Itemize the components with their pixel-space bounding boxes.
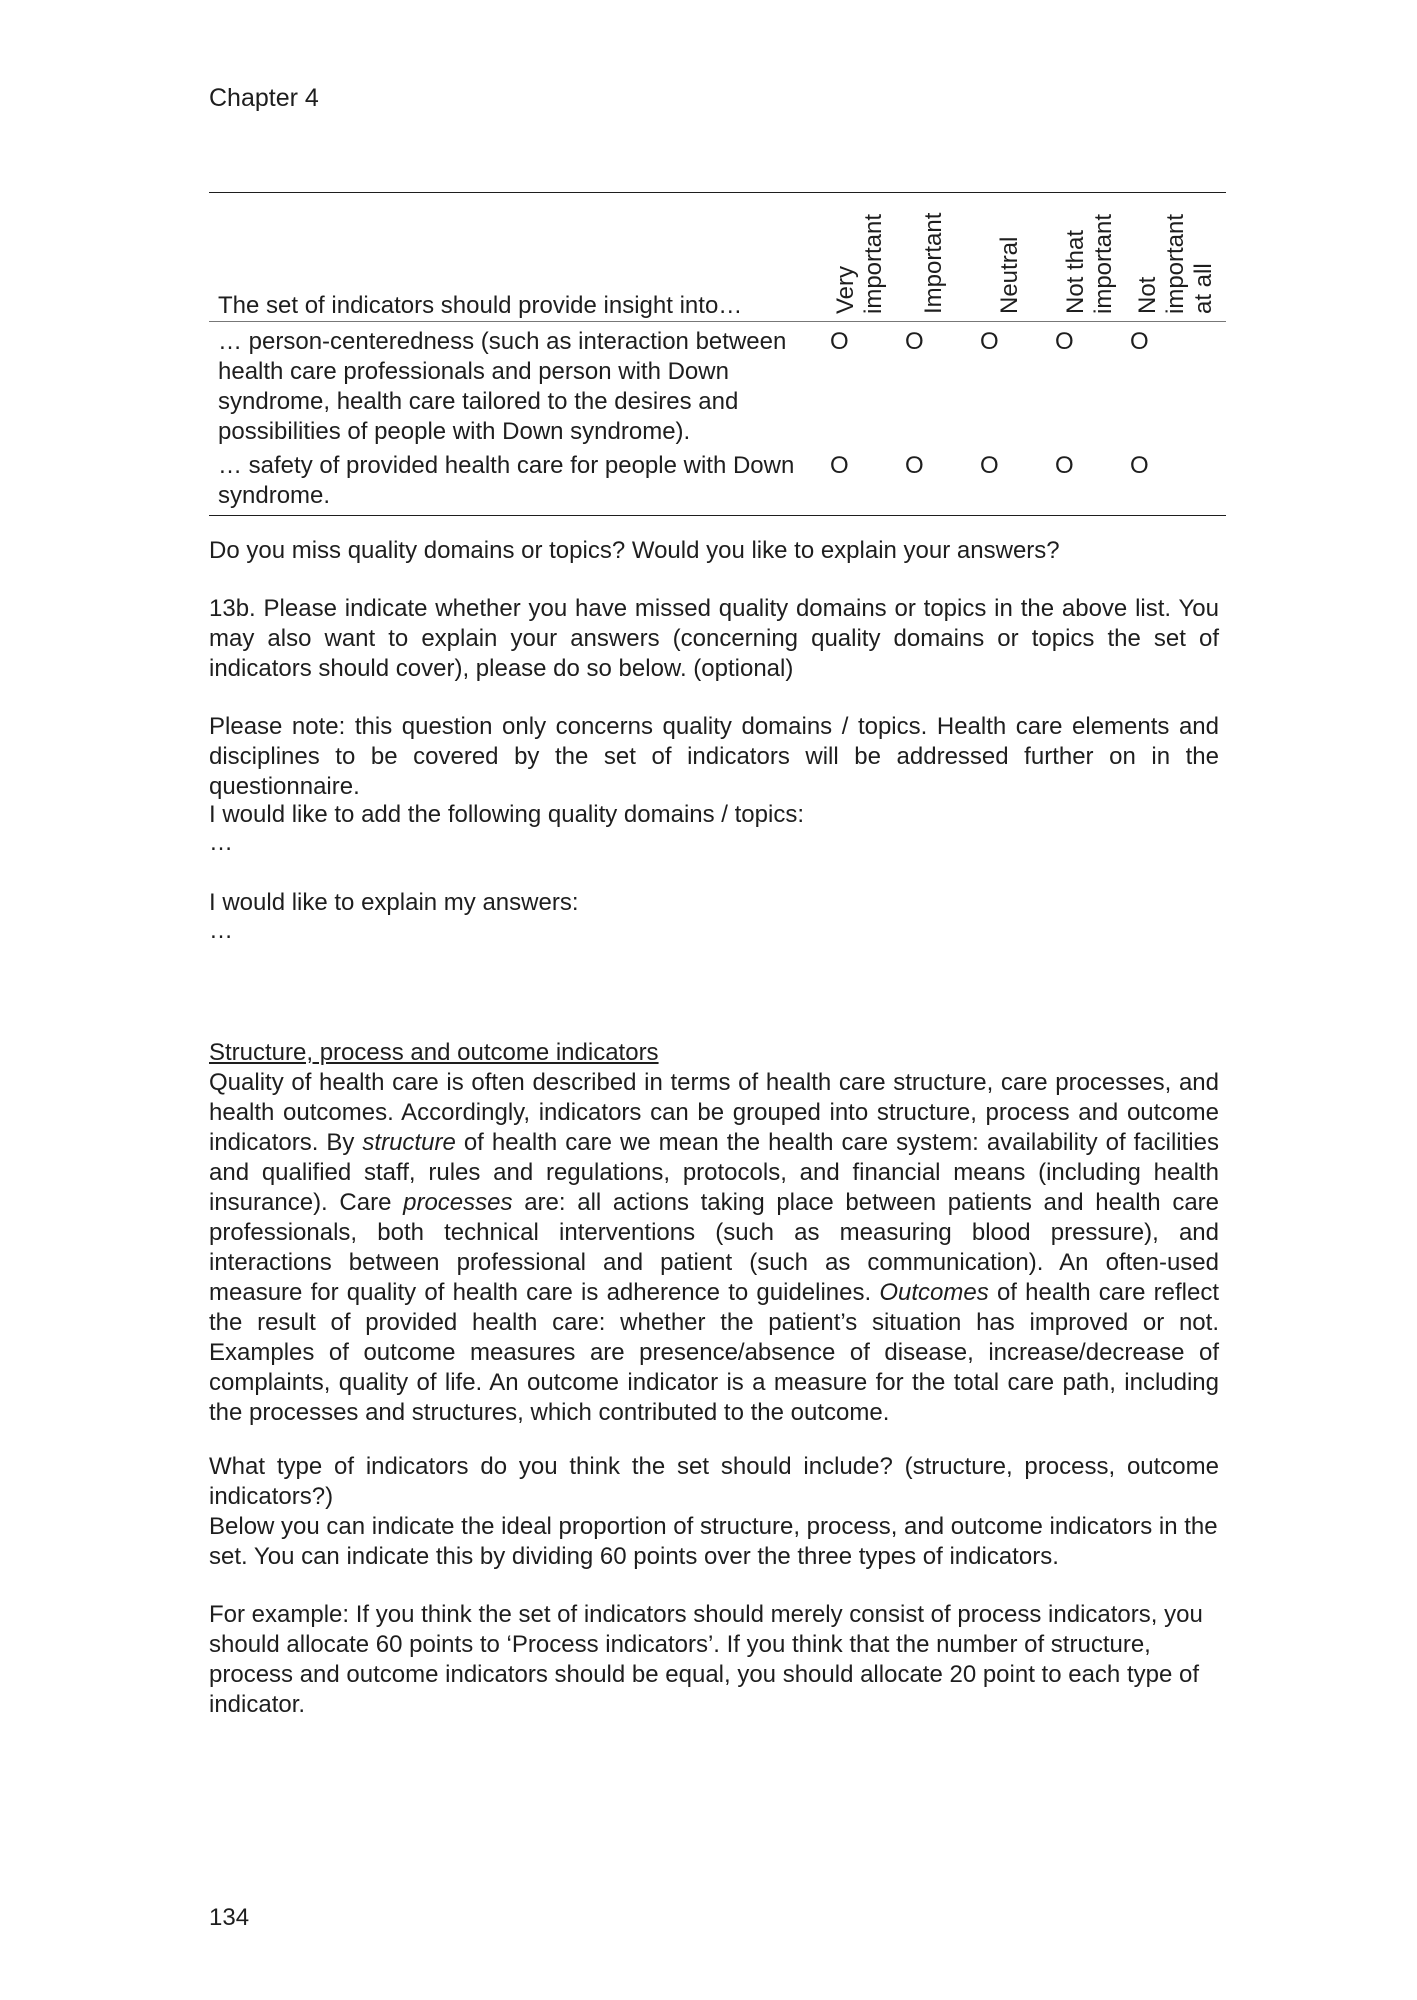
radio-safety-important[interactable]: O [905, 452, 924, 479]
radio-person-centeredness-neutral[interactable]: O [980, 328, 999, 355]
radio-person-centeredness-not-that-important[interactable]: O [1055, 328, 1074, 355]
explain-answers-label: I would like to explain my answers: [209, 889, 579, 916]
table-row-person-centeredness-text: … person-centeredness (such as interaction between health care professionals and person with Down syndrome, health care tailored to the desires and possibilities of people with Down syndrome). [218, 328, 787, 445]
miss-domains-question: Do you miss quality domains or topics? Would you like to explain your answers? [209, 537, 1060, 564]
indicator-type-instruction: Below you can indicate the ideal proportion of structure, process, and outcome indicators in the set. You can indicate this by dividing 60 points over the three types of indicators. [209, 1513, 1218, 1570]
page-number: 134 [209, 1904, 250, 1931]
table-stem: The set of indicators should provide insight into… [218, 292, 743, 319]
column-header-very-important: Very important [832, 213, 887, 314]
explain-answers-field[interactable]: … [209, 917, 233, 944]
chapter-header: Chapter 4 [209, 84, 319, 112]
table-header-rule [209, 321, 1226, 322]
radio-safety-very-important[interactable]: O [830, 452, 849, 479]
column-header-not-that-important: Not that important [1062, 213, 1117, 314]
column-header-not-important-at-all: Not important at all [1134, 213, 1217, 314]
column-header-neutral: Neutral [996, 236, 1023, 314]
radio-safety-neutral[interactable]: O [980, 452, 999, 479]
radio-person-centeredness-very-important[interactable]: O [830, 328, 849, 355]
indicator-type-question: What type of indicators do you think the set should include? (structure, process, outcome indicators?) [209, 1453, 1219, 1510]
add-topics-label: I would like to add the following quality domains / topics: [209, 801, 804, 828]
section-heading: Structure, process and outcome indicators [209, 1039, 659, 1066]
radio-safety-not-important-at-all[interactable]: O [1130, 452, 1149, 479]
radio-person-centeredness-important[interactable]: O [905, 328, 924, 355]
radio-person-centeredness-not-important-at-all[interactable]: O [1130, 328, 1149, 355]
example-paragraph: For example: If you think the set of indicators should merely consist of process indicators, you should allocate 60 points to ‘Process indicators’. If you think that the number of structure, process and outcome indicators should be equal, you should allocate 20 point to each type of indicator. [209, 1601, 1203, 1718]
table-row-safety-text: … safety of provided health care for people with Down syndrome. [218, 452, 795, 509]
question-13b: 13b. Please indicate whether you have missed quality domains or topics in the above list. You may also want to explain your answers (concerning quality domains or topics the set of indicators should cover), please do so below. (optional) [209, 595, 1219, 682]
note-paragraph: Please note: this question only concerns quality domains / topics. Health care elements and disciplines to be covered by the set of indicators will be addressed further on in the questionnaire. [209, 713, 1219, 800]
add-topics-field[interactable]: … [209, 829, 233, 856]
table-bottom-rule [209, 515, 1226, 516]
section-description: Quality of health care is often described in terms of health care structure, care processes, and health outcomes. Accordingly, indicators can be grouped into structure, process and outcome indicators. By structure of health care we mean the health care system: availability of facilities and qualified staff, rules and regulations, protocols, and financial means (including health insurance). Care processes are: all actions taking place between patients and health care professionals, both technical interventions (such as measuring blood pressure), and interactions between professional and patient (such as communication). An often-used measure for quality of health care is adherence to guidelines. Outcomes of health care reflect the result of provided health care: whether the patient’s situation has improved or not. Examples of outcome measures are presence/absence of disease, increase/decrease of complaints, quality of life. An outcome indicator is a measure for the total care path, including the processes and structures, which contributed to the outcome. [209, 1069, 1220, 1426]
table-top-rule [209, 192, 1226, 193]
column-header-important: Important [920, 212, 947, 314]
radio-safety-not-that-important[interactable]: O [1055, 452, 1074, 479]
